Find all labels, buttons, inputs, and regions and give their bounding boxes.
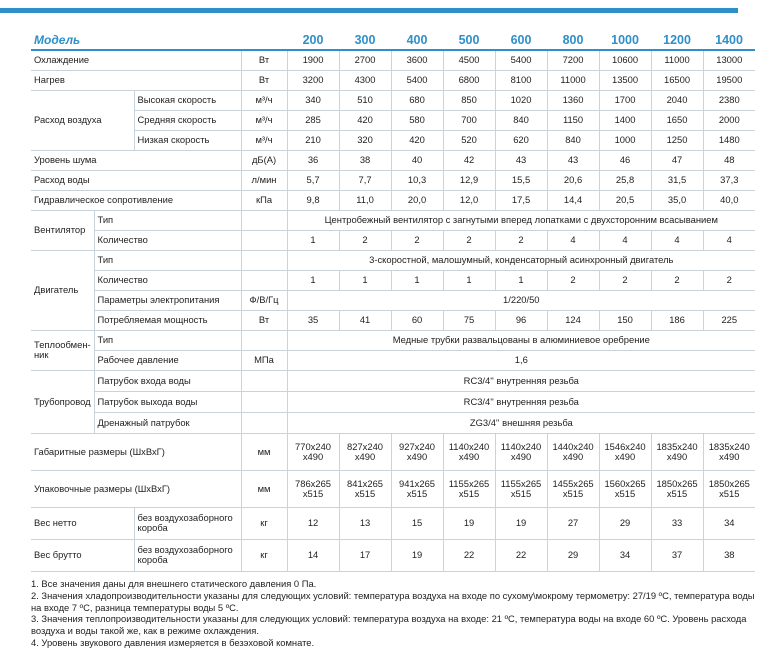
- value-cell: 7200: [547, 50, 599, 70]
- value-cell: 2040: [651, 90, 703, 110]
- value-cell: 840: [547, 130, 599, 150]
- value-cell: 3600: [391, 50, 443, 70]
- value-cell: 46: [599, 150, 651, 170]
- value-cell: 285: [287, 110, 339, 130]
- unit-cell: м³/ч: [241, 110, 287, 130]
- row-label: Параметры электропитания: [94, 290, 241, 310]
- value-cell: 420: [391, 130, 443, 150]
- category-label: Двигатель: [31, 250, 94, 330]
- dimension-line: x490: [302, 450, 324, 462]
- dimension-line: 786x265: [295, 477, 332, 489]
- value-cell: 150: [599, 310, 651, 330]
- row-label: Упаковочные размеры (ШхВхГ): [31, 470, 241, 507]
- row-label: Потребляемая мощность: [94, 310, 241, 330]
- row-packing: [31, 470, 755, 507]
- footnote-item: 4. Уровень звукового давления измеряется в безэховой комнате.: [31, 636, 315, 648]
- value-cell: 38: [339, 150, 391, 170]
- row-label: Дренажный патрубок: [94, 412, 241, 433]
- dimension-line: 1140x240: [448, 440, 490, 452]
- value-cell: 48: [703, 150, 755, 170]
- value-cell: 96: [495, 310, 547, 330]
- top-accent-bar: [0, 8, 738, 13]
- unit-cell: [241, 391, 287, 412]
- unit-cell: [241, 370, 287, 391]
- model-column-header: 1000: [599, 30, 651, 50]
- model-column-header: 600: [495, 30, 547, 50]
- value-cell: 1480: [703, 130, 755, 150]
- dimension-line: x490: [719, 450, 740, 462]
- model-column-header: 800: [547, 30, 599, 50]
- value-cell: 20,0: [391, 190, 443, 210]
- row-label: Охлаждение: [31, 50, 241, 70]
- value-cell: 1020: [495, 90, 547, 110]
- dimension-cell: [703, 470, 755, 507]
- merged-value-cell: RC3/4'' внутренняя резьба: [287, 391, 755, 412]
- row-label: Количество: [94, 270, 241, 290]
- value-cell: 1250: [651, 130, 703, 150]
- unit-cell: кг: [241, 539, 287, 571]
- dimension-line: x490: [562, 450, 584, 462]
- dimension-cell: [651, 470, 703, 507]
- value-cell: 19500: [703, 70, 755, 90]
- value-cell: 2: [495, 230, 547, 250]
- value-cell: 40,0: [703, 190, 755, 210]
- value-cell: 37,3: [703, 170, 755, 190]
- dimension-cell: [339, 470, 391, 507]
- unit-cell: МПа: [241, 350, 287, 370]
- dimension-line: x515: [562, 487, 584, 499]
- value-cell: 2: [547, 270, 599, 290]
- value-cell: 5400: [495, 50, 547, 70]
- value-cell: 340: [287, 90, 339, 110]
- dimension-cell: [495, 433, 547, 470]
- row-piping-outlet: [31, 391, 755, 412]
- footnote-item: 3. Значения теплопроизводительности указаны для следующих условий: температура воздуха на входе: 21 ºС, температура воды на входе 60 ºС. Уровень расхода воздуха и воды такой же, как в режиме охлаждения.: [31, 613, 747, 637]
- value-cell: 1900: [287, 50, 339, 70]
- model-column-header: 300: [339, 30, 391, 50]
- value-cell: 2: [339, 230, 391, 250]
- value-cell: 210: [287, 130, 339, 150]
- dimension-line: 1455x265: [552, 477, 594, 489]
- value-cell: 19: [443, 507, 495, 539]
- value-cell: 20,6: [547, 170, 599, 190]
- value-cell: 1650: [651, 110, 703, 130]
- row-airflow-low: [31, 130, 755, 150]
- value-cell: 225: [703, 310, 755, 330]
- row-label: Тип: [94, 330, 241, 350]
- value-cell: 850: [443, 90, 495, 110]
- value-cell: 3200: [287, 70, 339, 90]
- value-cell: 680: [391, 90, 443, 110]
- dimension-line: 927x240: [399, 440, 436, 452]
- row-label: Габаритные размеры (ШхВхГ): [31, 433, 241, 470]
- row-airflow-mid: [31, 110, 755, 130]
- value-cell: 2: [703, 270, 755, 290]
- value-cell: 4300: [339, 70, 391, 90]
- footnote-item: 1. Все значения даны для внешнего статического давления 0 Па.: [31, 578, 317, 589]
- value-cell: 10,3: [391, 170, 443, 190]
- value-cell: 4: [703, 230, 755, 250]
- value-cell: 11,0: [339, 190, 391, 210]
- unit-cell: Ф/В/Гц: [241, 290, 287, 310]
- value-cell: 13: [339, 507, 391, 539]
- dimension-line: x515: [719, 487, 740, 499]
- value-cell: 36: [287, 150, 339, 170]
- row-label: Количество: [94, 230, 241, 250]
- dimension-cell: [287, 433, 339, 470]
- dimension-cell: [339, 433, 391, 470]
- row-net_weight: [31, 507, 755, 539]
- model-column-header: 1200: [651, 30, 703, 50]
- value-cell: 1: [287, 230, 339, 250]
- value-cell: 2: [651, 270, 703, 290]
- row-motor-power-params: [31, 290, 755, 310]
- value-cell: 43: [495, 150, 547, 170]
- value-cell: 320: [339, 130, 391, 150]
- dimension-line: 1850x265: [708, 477, 750, 489]
- value-cell: 15,5: [495, 170, 547, 190]
- value-cell: 19: [391, 539, 443, 571]
- value-cell: 29: [547, 539, 599, 571]
- value-cell: 34: [599, 539, 651, 571]
- value-cell: 20,5: [599, 190, 651, 210]
- dimension-line: 1546x240: [604, 440, 646, 452]
- value-cell: 75: [443, 310, 495, 330]
- row-label: Рабочее давление: [94, 350, 241, 370]
- value-cell: 34: [703, 507, 755, 539]
- unit-cell: м³/ч: [241, 130, 287, 150]
- category-label: Теплообмен-ник: [31, 330, 94, 370]
- unit-cell: [241, 330, 287, 350]
- row-heating: [31, 70, 755, 90]
- specification-table: [31, 30, 755, 572]
- table-body: [31, 30, 755, 571]
- value-cell: 47: [651, 150, 703, 170]
- value-cell: 27: [547, 507, 599, 539]
- footnote-item: 2. Значения хладопроизводительности указаны для следующих условий: температура воздуха на входе по сухому\мокрому термометру: 27/19 ºС, температура воды на входе 7 ºС, разница температуры воды 5 ºС.: [31, 589, 755, 613]
- dimension-cell: [443, 433, 495, 470]
- dimension-line: 841x265: [347, 477, 384, 489]
- value-cell: 4: [547, 230, 599, 250]
- value-cell: 4: [651, 230, 703, 250]
- dimension-cell: [703, 433, 755, 470]
- row-label: Вес брутто: [31, 539, 134, 571]
- value-cell: 7,7: [339, 170, 391, 190]
- unit-cell: [241, 250, 287, 270]
- value-cell: 2380: [703, 90, 755, 110]
- value-cell: 13500: [599, 70, 651, 90]
- row-label: Патрубок выхода воды: [94, 391, 241, 412]
- value-cell: 620: [495, 130, 547, 150]
- unit-cell: [241, 210, 287, 230]
- row-motor-qty: [31, 270, 755, 290]
- value-cell: 5400: [391, 70, 443, 90]
- merged-value-cell: 3-скоростной, малошумный, конденсаторный асинхронный двигатель: [287, 250, 755, 270]
- unit-cell: Вт: [241, 70, 287, 90]
- value-cell: 22: [495, 539, 547, 571]
- row-label: Низкая скорость: [134, 130, 241, 150]
- value-cell: 17,5: [495, 190, 547, 210]
- row-label: Нагрев: [31, 70, 241, 90]
- value-cell: 2: [599, 270, 651, 290]
- value-cell: 8100: [495, 70, 547, 90]
- unit-cell: [241, 270, 287, 290]
- row-label: Высокая скорость: [134, 90, 241, 110]
- value-cell: 520: [443, 130, 495, 150]
- value-cell: 2000: [703, 110, 755, 130]
- value-cell: 11000: [547, 70, 599, 90]
- row-note: без воздухозаборного короба: [134, 539, 241, 571]
- value-cell: 840: [495, 110, 547, 130]
- unit-cell: м³/ч: [241, 90, 287, 110]
- value-cell: 2700: [339, 50, 391, 70]
- value-cell: 1150: [547, 110, 599, 130]
- row-label: Средняя скорость: [134, 110, 241, 130]
- unit-cell: дБ(А): [241, 150, 287, 170]
- dimension-line: 1835x240: [656, 440, 698, 452]
- dimension-cell: [391, 433, 443, 470]
- value-cell: 16500: [651, 70, 703, 90]
- dimension-line: 1850x265: [656, 477, 698, 489]
- dimension-line: x490: [354, 450, 376, 462]
- value-cell: 25,8: [599, 170, 651, 190]
- row-note: без воздухозаборного короба: [134, 507, 241, 539]
- row-label: Патрубок входа воды: [94, 370, 241, 391]
- value-cell: 13000: [703, 50, 755, 70]
- dimension-line: 1560x265: [604, 477, 646, 489]
- dimension-line: 1835x240: [708, 440, 750, 452]
- value-cell: 29: [599, 507, 651, 539]
- dimension-line: x490: [406, 450, 428, 462]
- dimension-cell: [443, 470, 495, 507]
- value-cell: 700: [443, 110, 495, 130]
- value-cell: 40: [391, 150, 443, 170]
- category-label: Вентилятор: [31, 210, 94, 250]
- dimension-cell: [547, 470, 599, 507]
- row-airflow-high: [31, 90, 755, 110]
- dimension-line: 941x265: [399, 477, 436, 489]
- value-cell: 9,8: [287, 190, 339, 210]
- value-cell: 2: [443, 230, 495, 250]
- value-cell: 1000: [599, 130, 651, 150]
- model-column-header: 200: [287, 30, 339, 50]
- row-water_flow: [31, 170, 755, 190]
- value-cell: 186: [651, 310, 703, 330]
- merged-value-cell: 1/220/50: [287, 290, 755, 310]
- value-cell: 1: [495, 270, 547, 290]
- header-row: [31, 30, 755, 50]
- value-cell: 4: [599, 230, 651, 250]
- value-cell: 1360: [547, 90, 599, 110]
- dimension-line: x490: [614, 450, 636, 462]
- category-label: Трубопровод: [31, 370, 94, 433]
- unit-cell: [241, 230, 287, 250]
- dimension-line: x515: [666, 487, 688, 499]
- row-motor-consumption: [31, 310, 755, 330]
- value-cell: 4500: [443, 50, 495, 70]
- value-cell: 43: [547, 150, 599, 170]
- value-cell: 10600: [599, 50, 651, 70]
- dimension-line: x515: [510, 487, 532, 499]
- model-column-header: 500: [443, 30, 495, 50]
- value-cell: 1400: [599, 110, 651, 130]
- dimension-line: 770x240: [295, 440, 332, 452]
- value-cell: 38: [703, 539, 755, 571]
- row-label: Расход воды: [31, 170, 241, 190]
- value-cell: 33: [651, 507, 703, 539]
- value-cell: 11000: [651, 50, 703, 70]
- row-exchanger-pressure: [31, 350, 755, 370]
- row-fan-type: [31, 210, 755, 230]
- value-cell: 42: [443, 150, 495, 170]
- value-cell: 19: [495, 507, 547, 539]
- value-cell: 2: [391, 230, 443, 250]
- unit-cell: мм: [241, 433, 287, 470]
- row-label: Тип: [94, 210, 241, 230]
- dimension-line: x490: [510, 450, 532, 462]
- value-cell: 35: [287, 310, 339, 330]
- value-cell: 60: [391, 310, 443, 330]
- dimension-cell: [391, 470, 443, 507]
- dimension-line: x490: [666, 450, 688, 462]
- value-cell: 37: [651, 539, 703, 571]
- unit-cell: мм: [241, 470, 287, 507]
- unit-cell: [241, 412, 287, 433]
- value-cell: 1700: [599, 90, 651, 110]
- merged-value-cell: Медные трубки развальцованы в алюминиевое оребрение: [287, 330, 755, 350]
- value-cell: 12,9: [443, 170, 495, 190]
- row-fan-qty: [31, 230, 755, 250]
- category-label: Расход воздуха: [31, 90, 134, 150]
- value-cell: 1: [391, 270, 443, 290]
- value-cell: 14,4: [547, 190, 599, 210]
- unit-cell: л/мин: [241, 170, 287, 190]
- dimension-line: 1155x265: [500, 477, 542, 489]
- model-column-header: 400: [391, 30, 443, 50]
- value-cell: 15: [391, 507, 443, 539]
- dimension-line: x515: [354, 487, 376, 499]
- dimension-line: x515: [302, 487, 324, 499]
- row-motor-type: [31, 250, 755, 270]
- value-cell: 17: [339, 539, 391, 571]
- merged-value-cell: Центробежный вентилятор с загнутыми вперед лопатками с двухсторонним всасыванием: [287, 210, 755, 230]
- dimension-cell: [599, 433, 651, 470]
- value-cell: 35,0: [651, 190, 703, 210]
- dimension-line: 827x240: [347, 440, 384, 452]
- model-header-label: Модель: [31, 30, 287, 50]
- merged-value-cell: 1,6: [287, 350, 755, 370]
- row-noise: [31, 150, 755, 170]
- dimension-line: x515: [614, 487, 636, 499]
- dimension-cell: [287, 470, 339, 507]
- dimension-line: x515: [458, 487, 480, 499]
- dimension-cell: [495, 470, 547, 507]
- dimension-line: 1155x265: [448, 477, 490, 489]
- dimension-line: x515: [406, 487, 428, 499]
- value-cell: 510: [339, 90, 391, 110]
- row-label: Гидравлическое сопротивление: [31, 190, 241, 210]
- value-cell: 12,0: [443, 190, 495, 210]
- value-cell: 12: [287, 507, 339, 539]
- value-cell: 22: [443, 539, 495, 571]
- row-label: Тип: [94, 250, 241, 270]
- value-cell: 124: [547, 310, 599, 330]
- row-label: Уровень шума: [31, 150, 241, 170]
- row-hydraulic: [31, 190, 755, 210]
- unit-cell: кг: [241, 507, 287, 539]
- value-cell: 6800: [443, 70, 495, 90]
- value-cell: 580: [391, 110, 443, 130]
- value-cell: 14: [287, 539, 339, 571]
- dimension-cell: [651, 433, 703, 470]
- value-cell: 1: [287, 270, 339, 290]
- row-cooling: [31, 50, 755, 70]
- row-exchanger-type: [31, 330, 755, 350]
- value-cell: 31,5: [651, 170, 703, 190]
- model-column-header: 1400: [703, 30, 755, 50]
- value-cell: 1: [339, 270, 391, 290]
- value-cell: 5,7: [287, 170, 339, 190]
- row-dimensions: [31, 433, 755, 470]
- unit-cell: кПа: [241, 190, 287, 210]
- row-gross_weight: [31, 539, 755, 571]
- row-piping-drain: [31, 412, 755, 433]
- dimension-cell: [599, 470, 651, 507]
- dimension-line: 1440x240: [552, 440, 594, 452]
- dimension-line: x490: [458, 450, 480, 462]
- unit-cell: Вт: [241, 50, 287, 70]
- value-cell: 41: [339, 310, 391, 330]
- row-piping-inlet: [31, 370, 755, 391]
- dimension-line: 1140x240: [500, 440, 542, 452]
- unit-cell: Вт: [241, 310, 287, 330]
- merged-value-cell: RC3/4'' внутренняя резьба: [287, 370, 755, 391]
- footnotes: [31, 578, 756, 649]
- merged-value-cell: ZG3/4'' внешняя резьба: [287, 412, 755, 433]
- value-cell: 420: [339, 110, 391, 130]
- row-label: Вес нетто: [31, 507, 134, 539]
- dimension-cell: [547, 433, 599, 470]
- value-cell: 1: [443, 270, 495, 290]
